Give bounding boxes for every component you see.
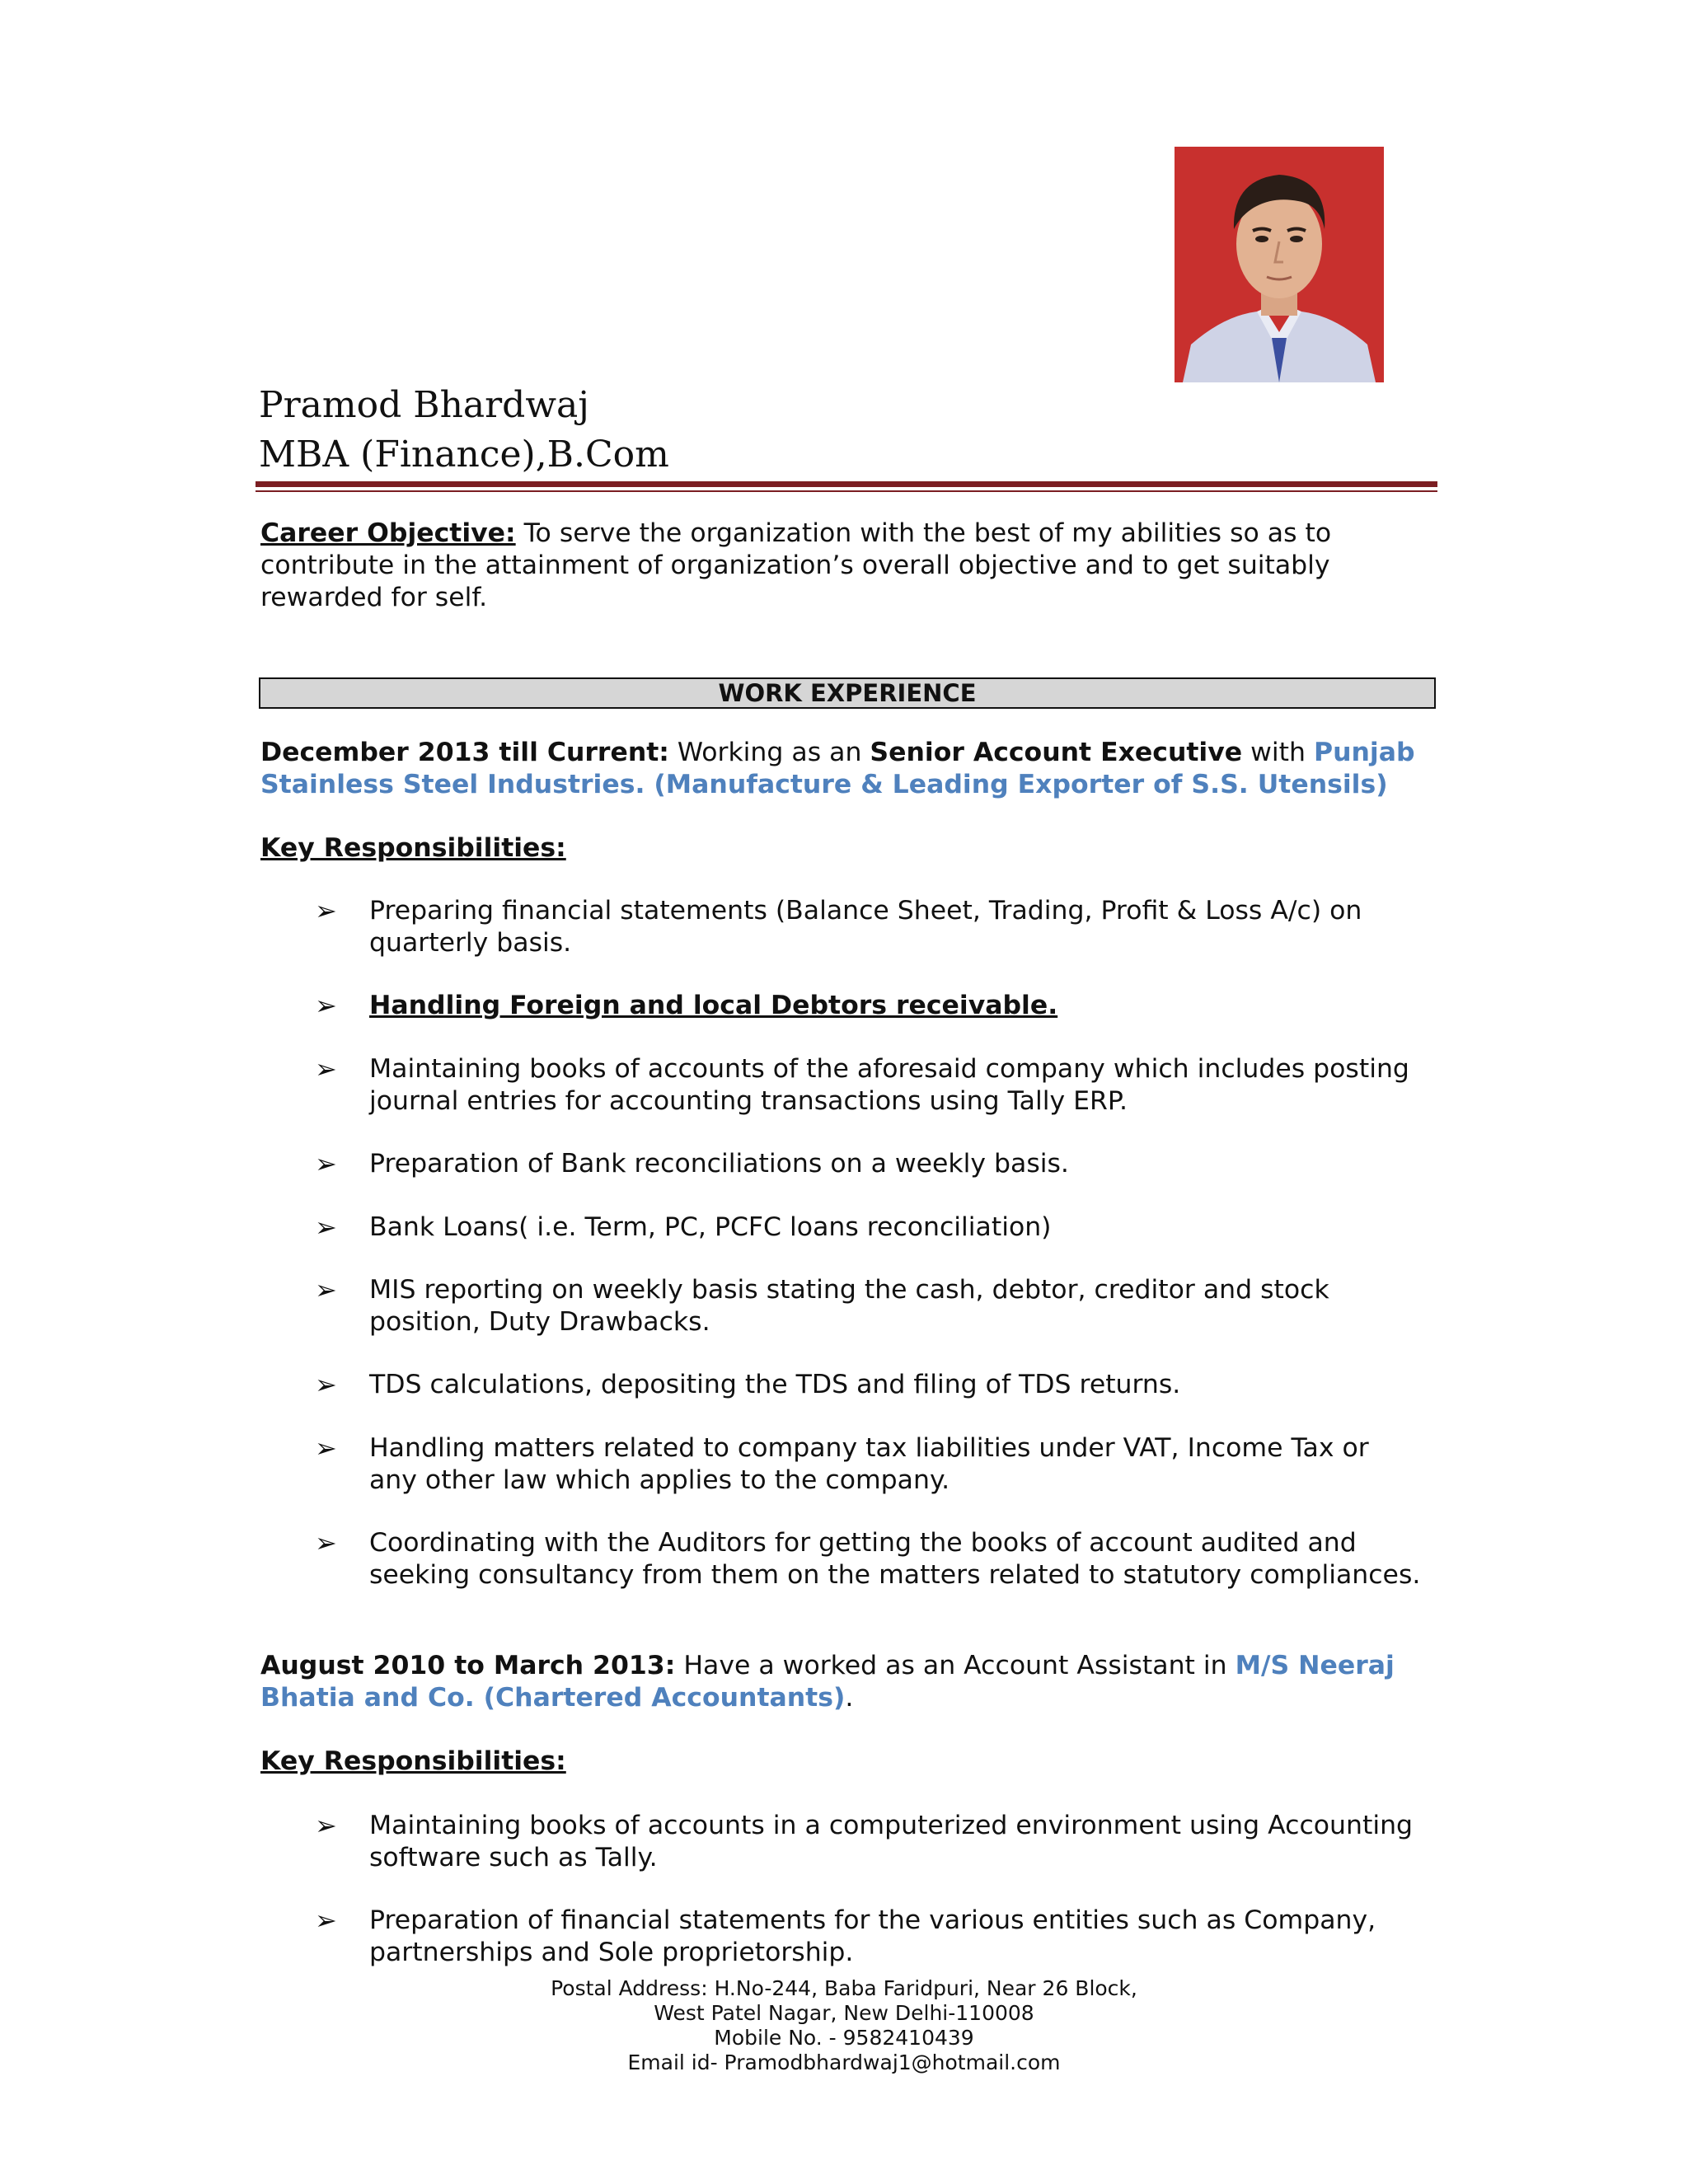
job2-summary [260,1650,1431,1682]
job2-company-line-2: Bhatia and Co. (Chartered Accountants) [260,1683,846,1713]
bullet-arrow-icon: ➢ [315,1905,337,1936]
job1-role: Senior Account Executive [870,738,1243,767]
bullet-arrow-icon: ➢ [315,1053,337,1085]
career-objective-label: Career Objective: [260,518,516,548]
bullet-arrow-icon: ➢ [315,1274,337,1305]
career-objective [260,518,1431,550]
contact-footer [0,1976,1688,2075]
job1-bullet-6-line-1: MIS reporting on weekly basis stating the cash, debtor, creditor and stock [369,1275,1329,1305]
job1-bullet-3-line-1: Maintaining books of accounts of the aforesaid company which includes posting [369,1054,1409,1084]
job2-period: August 2010 to March 2013: [260,1651,676,1680]
bullet-arrow-icon: ➢ [315,1527,337,1558]
portrait-image [1175,147,1384,382]
bullet-arrow-icon: ➢ [315,1148,337,1179]
job1-text1: Working as an [668,738,870,767]
work-experience-heading: WORK EXPERIENCE [259,677,1436,709]
bullet-arrow-icon: ➢ [315,1212,337,1243]
bullet-arrow-icon: ➢ [315,990,337,1021]
bullet-arrow-icon: ➢ [315,1369,337,1400]
job2-responsibilities-heading: Key Responsibilities: [260,1746,566,1776]
career-objective-line-2: contribute in the attainment of organization’s overall objective and to get suitably [260,551,1330,580]
job1-bullet-6-line-2: position, Duty Drawbacks. [369,1307,710,1337]
footer-address-line-1: Postal Address: H.No-244, Baba Faridpuri, Near 26 Block, [551,1976,1137,2000]
job2-company-line-1: M/S Neeraj [1235,1651,1395,1680]
job1-bullet-8-line-1: Handling matters related to company tax liabilities under VAT, Income Tax or [369,1433,1369,1463]
candidate-degree: MBA (Finance),B.Com [259,434,669,476]
job1-bullet-1-line-2: quarterly basis. [369,928,572,958]
bullet-arrow-icon: ➢ [315,895,337,926]
candidate-name: Pramod Bhardwaj [259,384,589,426]
career-objective-line-1: To serve the organization with the best of my abilities so as to [515,518,1332,548]
job2-bullet-1-line-1: Maintaining books of accounts in a computerized environment using Accounting [369,1811,1414,1840]
job2-company-line-2-wrap [260,1682,1431,1714]
job1-responsibilities-heading: Key Responsibilities: [260,833,566,863]
footer-address-line-2: West Patel Nagar, New Delhi-110008 [654,2001,1034,2025]
job1-bullet-1-line-1: Preparing financial statements (Balance Sheet, Trading, Profit & Loss A/c) on [369,896,1362,926]
job1-summary [260,737,1431,769]
job1-bullet-3-line-2: journal entries for accounting transactions using Tally ERP. [369,1086,1128,1116]
job1-company-line-1: Punjab [1314,738,1415,767]
job1-bullet-5-line-1: Bank Loans( i.e. Term, PC, PCFC loans reconciliation) [369,1212,1052,1242]
job1-bullet-4-line-1: Preparation of Bank reconciliations on a weekly basis. [369,1149,1069,1179]
career-objective-line-3: rewarded for self. [260,583,488,612]
job2-bullet-1-line-2: software such as Tally. [369,1843,658,1872]
bullet-arrow-icon: ➢ [315,1810,337,1841]
job1-bullet-2-line-1: Handling Foreign and local Debtors receivable. [369,991,1058,1020]
job1-bullet-9-line-2: seeking consultancy from them on the matters related to statutory compliances. [369,1560,1421,1590]
job2-text1: Have a worked as an Account Assistant in [675,1651,1236,1680]
header-divider [256,481,1437,487]
footer-email: Email id- Pramodbhardwaj1@hotmail.com [627,2050,1061,2074]
job1-bullet-8-line-2: any other law which applies to the company. [369,1465,950,1495]
job1-text2: with [1242,738,1314,767]
job2-bullet-2-line-2: partnerships and Sole proprietorship. [369,1938,854,1967]
job2-suffix: . [845,1683,854,1713]
bullet-arrow-icon: ➢ [315,1432,337,1464]
header-divider-thin [256,490,1437,492]
job1-company-line-2: Stainless Steel Industries. (Manufacture & Leading Exporter of S.S. Utensils) [260,770,1388,799]
job1-bullet-7-line-1: TDS calculations, depositing the TDS and filing of TDS returns. [369,1370,1181,1399]
profile-photo [1175,147,1384,382]
job1-period: December 2013 till Current: [260,738,669,767]
job2-bullet-2-line-1: Preparation of financial statements for the various entities such as Company, [369,1905,1376,1935]
footer-mobile: Mobile No. - 9582410439 [714,2026,974,2050]
job1-bullet-9-line-1: Coordinating with the Auditors for getting the books of account audited and [369,1528,1357,1558]
